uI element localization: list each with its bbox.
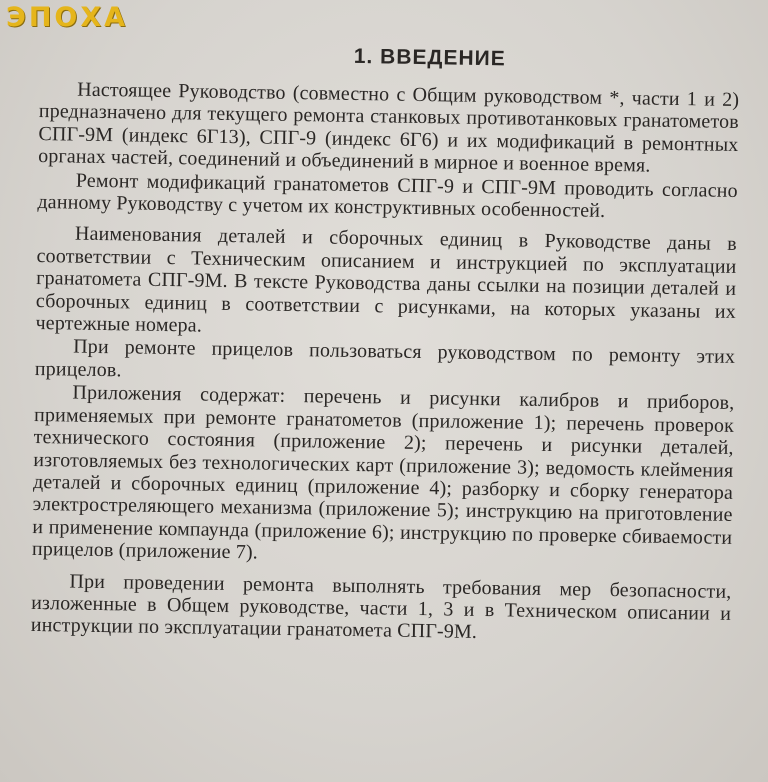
paragraph-6: При проведении ремонта выполнять требования мер безопасности, изложенные в Общем руководстве, части 1, 3 и в Техническом описании и инструкции по эксплуатации гранатомета СПГ-9М. <box>30 570 732 644</box>
paragraph-4: При ремонте прицелов пользоваться руководством по ремонту этих прицелов. <box>34 336 736 382</box>
document-page <box>31 40 740 648</box>
paragraph-5: Приложения содержат: перечень и рисунки калибров и приборов, применяемых при ремонте гранатометов (приложение 1); перечень проверок технического состояния (приложение 2); перечень и рисунки деталей, изготовляемых без технологических карт (приложение 3); ведомость клеймения деталей и сборочных единиц (приложение 4); разборку и сборку генератора электростреляющего механизма (приложение 5); инструкцию на приготовление и применение компаунда (приложение 6); инструкцию по проверке сбиваемости прицелов (приложение 7). <box>31 381 735 564</box>
paragraph-2: Ремонт модификаций гранатометов СПГ-9 и СПГ-9М проводить согласно данному Руководству с учетом их конструктивных особенностей. <box>37 169 738 222</box>
section-heading: 1. ВВЕДЕНИЕ <box>353 44 506 71</box>
paragraph-1: Настоящее Руководство (совместно с Общим руководством *, части 1 и 2) предназначено для текущего ремонта станковых противотанковых гранатометов СПГ-9М (индекс 6Г13), СПГ-9 (индекс 6Г6) и их модификаций в ремонтных органах частей, соединений и объединений в мирное и военное время. <box>38 78 740 177</box>
watermark-logo: ЭПОХА <box>6 2 129 33</box>
paragraph-3: Наименования деталей и сборочных единиц в Руководстве даны в соответствии с Техническим описанием и инструкцией по эксплуатации гранатомета СПГ-9М. В тексте Руководства даны ссылки на позиции деталей и сборочных единиц в соответствии с рисунками, на которых указаны их чертежные номера. <box>35 223 738 337</box>
